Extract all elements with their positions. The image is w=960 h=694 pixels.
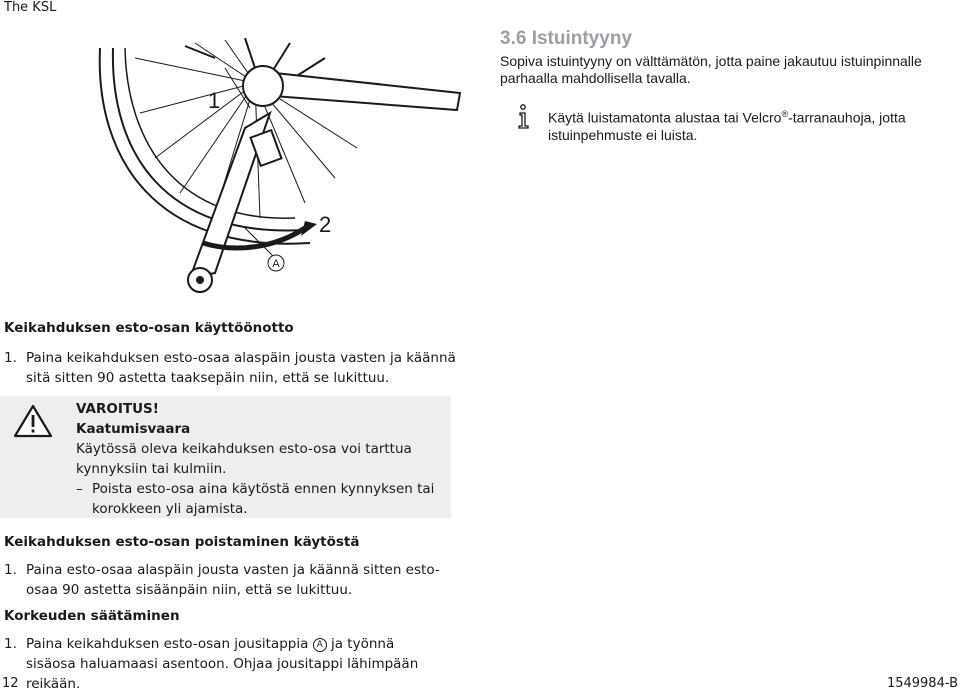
- note-text: [548, 106, 948, 144]
- height-heading: Korkeuden säätäminen: [4, 608, 180, 624]
- height-step-1: [4, 634, 444, 694]
- rotation-arrowhead: [301, 221, 317, 236]
- warning-content: [76, 399, 446, 519]
- step-text-b: ja työnnä sisäosa haluamaasi asentoon. Ohjaa jousitappi lähimpään reikään.: [26, 636, 419, 692]
- warning-action: [76, 479, 446, 519]
- wheel-drawing: [95, 38, 465, 300]
- activation-step-1: [4, 348, 464, 388]
- note-text-part1: Käytä luistamatonta alustaa tai Velcro: [548, 109, 782, 126]
- deactivation-heading: Keikahduksen esto-osan poistaminen käytöstä: [4, 534, 360, 550]
- warning-text: Käytössä oleva keikahduksen esto-osa voi tarttua kynnyksiin tai kulmiin.: [76, 441, 412, 477]
- info-icon: [517, 104, 533, 134]
- callout-a: A: [272, 258, 280, 270]
- step-text: Paina keikahduksen esto-osaa alaspäin jousta vasten ja käännä sitä sitten 90 astetta taaksepäin niin, että se lukittuu.: [26, 350, 456, 386]
- document-code: 1549984-B: [886, 676, 958, 691]
- warning-label: VAROITUS!: [76, 401, 159, 417]
- activation-heading: Keikahduksen esto-osan käyttöönotto: [4, 320, 294, 336]
- document-header-title: The KSL: [4, 0, 57, 15]
- registered-mark: ®: [781, 109, 789, 119]
- section-title: 3.6 Istuintyyny: [500, 28, 632, 49]
- step-number: 1.: [4, 636, 17, 652]
- warning-triangle-icon: [13, 404, 53, 442]
- step-number: 1.: [4, 350, 17, 366]
- note-text-part2: -tarranauhoja, jotta istuinpehmuste ei luista.: [548, 109, 906, 143]
- section-intro: Sopiva istuintyyny on välttämätön, jotta paine jakautuu istuinpinnalle parhaalla mahdollisella tavalla.: [500, 53, 922, 86]
- deactivation-step-1: [4, 560, 449, 600]
- page-number: 12: [2, 676, 19, 691]
- step-text-a: Paina keikahduksen esto-osan jousitappia: [26, 636, 309, 652]
- callout-2: 2: [319, 212, 332, 237]
- step-number: 1.: [4, 562, 17, 578]
- anti-tipper-illustration: [95, 38, 465, 300]
- section-seat-cushion: [500, 28, 950, 87]
- step-text: [26, 634, 444, 694]
- callout-a-inline: A: [313, 638, 327, 652]
- anti-tipper-arm: [188, 66, 460, 292]
- dash-bullet: –: [76, 481, 83, 497]
- warning-action-text: Poista esto-osa aina käytöstä ennen kynnyksen tai korokkeen yli ajamista.: [92, 481, 435, 517]
- callout-1: 1: [208, 88, 221, 113]
- step-text: Paina esto-osaa alaspäin jousta vasten ja käännä sitten esto-osaa 90 astetta sisäänpäin niin, että se lukittuu.: [26, 562, 440, 598]
- warning-title: Kaatumisvaara: [76, 421, 191, 437]
